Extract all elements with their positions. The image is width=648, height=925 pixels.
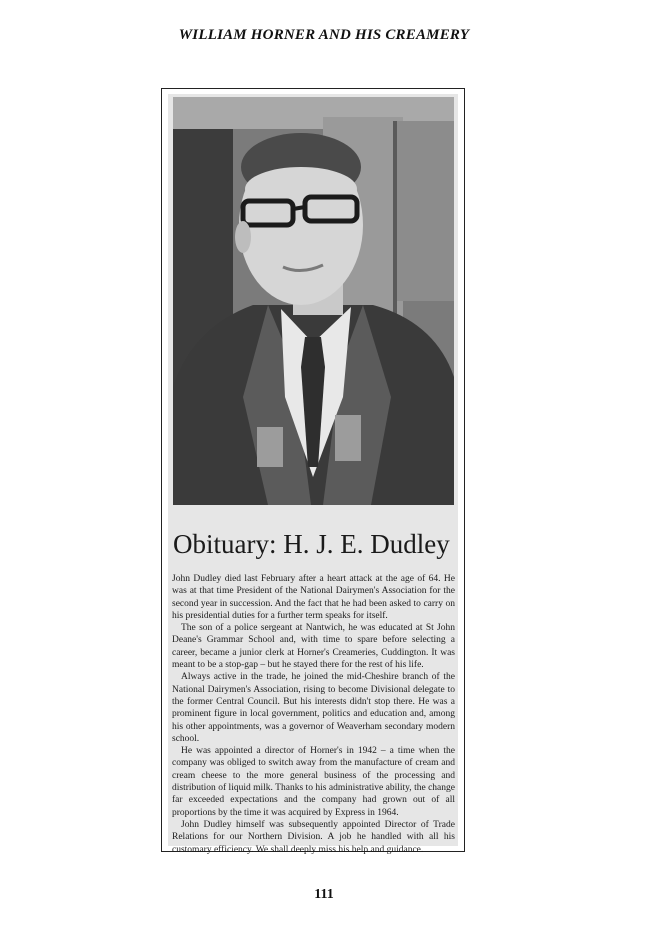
page-number: 111 bbox=[314, 887, 334, 902]
article-paragraph: John Dudley himself was subsequently appointed Director of Trade Relations for our Northern Division. A job he handled with all his customary efficiency. We shall deeply miss his help and guidance. bbox=[172, 819, 455, 855]
article-paragraph: John Dudley died last February after a heart attack at the age of 64. He was at that time President of the National Dairymen's Association for the second year in succession. And the fact that he had been asked to carry on his presidential duties for a further term speaks for itself. bbox=[172, 574, 455, 621]
running-head: WILLIAM HORNER AND HIS CREAMERY bbox=[178, 27, 470, 43]
obituary-headline: Obituary: H. J. E. Dudley bbox=[173, 529, 450, 559]
article-paragraph: He was appointed a director of Horner's in 1942 – a time when the company was obliged to switch away from the manufacture of cream and cream cheese to the more general business of the processing and distribution of liquid milk. Thanks to his administrative ability, the change far exceeded expectations and the company had grown out of all proportions by the time it was acquired by Express in 1964. bbox=[172, 746, 455, 818]
clipping-paper bbox=[168, 94, 458, 855]
article-paragraph: Always active in the trade, he joined the mid-Cheshire branch of the National Dairymen's Association, rising to become Divisional delegate to the former Central Council. But his interests didn't stop there. He was a prominent figure in local government, politics and education and, among his other appointments, was a governor of Weaverham secondary modern school. bbox=[172, 672, 455, 744]
newspaper-clipping bbox=[161, 88, 465, 855]
obituary-article bbox=[172, 573, 455, 856]
article-paragraph: The son of a police sergeant at Nantwich, he was educated at St John Deane's Grammar School and, with time to spare before selecting a career, became a junior clerk at Horner's Creameries, Cuddington. It was meant to be a stop-gap – but he stayed there for the rest of his life. bbox=[172, 623, 455, 671]
portrait-photo bbox=[173, 97, 454, 505]
